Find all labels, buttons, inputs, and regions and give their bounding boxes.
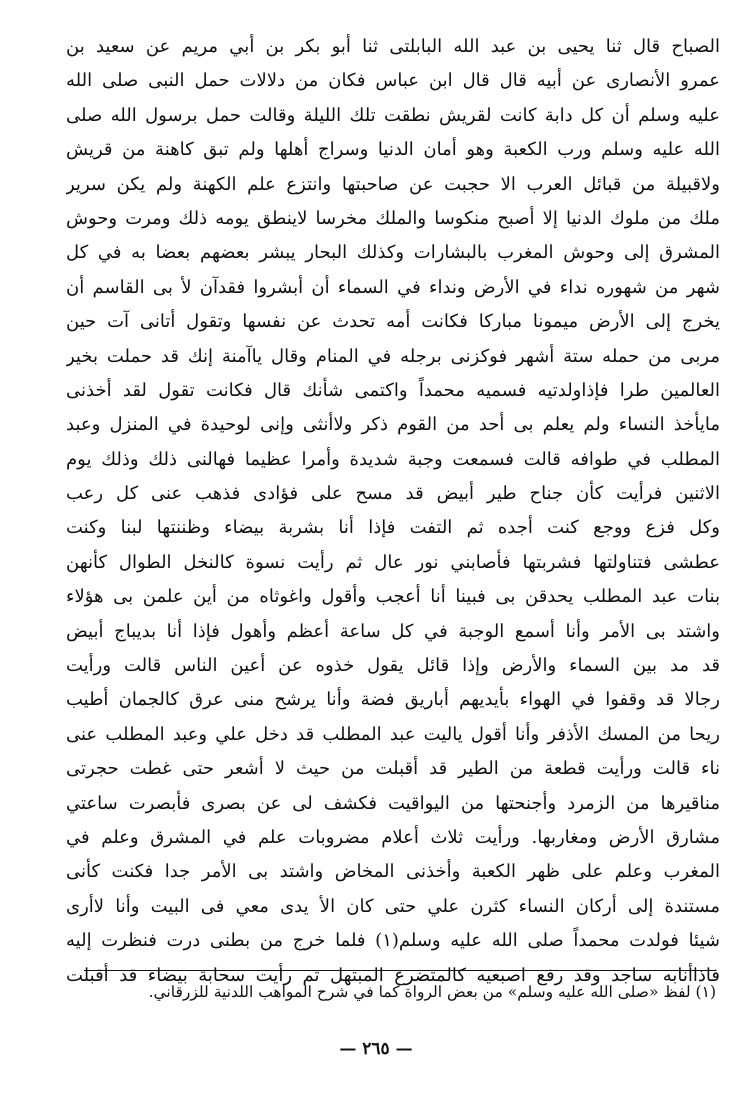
text-line: الاثنين فرأيت كأن جناح طير أبيض قد مسح على فؤادى فذهب عنى كل رعب [66,483,720,505]
text-line: المشرق إلى وحوش المغرب بالبشارات وكذلك البحار يبشر بعضهم بعضا به في كل [66,242,720,264]
text-line: ملك من ملوك الدنيا إلا أصبح منكوسا والملك مخرسا لاينطق يومه ذلك ومرت وحوش [66,207,720,229]
text-line: شهر من شهوره نداء في الأرض ونداء في السماء أن أبشروا فقدآن لأ بى القاسم أن [66,276,720,298]
text-line: الله عليه وسلم ورب الكعبة وهو أمان الدنيا وسراج أهلها ولم تبق كاهنة من قريش [66,139,720,161]
text-line: المغرب وعلم على ظهر الكعبة وأخذنى المخاض واشتد بى الأمر جدا فكنت كأنى [66,861,720,883]
text-line: شيئا فولدت محمداً صلى الله عليه وسلم(١) فلما خرج من بطنى درت فنظرت إليه [66,930,720,952]
text-line: ريحا من المسك الأذفر وأنا أقول ياليت عبد المطلب قد دخل علي وعبد المطلب عنى [66,723,720,745]
text-line: الصباح قال ثنا يحيى بن عبد الله البابلتى ثنا أبو بكر بن أبي مريم عن سعيد بن [66,36,720,57]
text-line: المطلب في طوافه قالت فسمعت وجبة شديدة وأمرا عظيما فهالنى ذلك وذلك يوم [66,448,720,470]
text-line: عمرو الأنصارى عن أبيه قال قال ابن عباس فكان من دلالات حمل النبى صلى الله [66,70,720,92]
text-line: مايأخذ النساء ولم يعلم بى أحد من القوم ذكر ولاأنثى وإنى لوحيدة في المنزل وعبد [66,414,720,436]
text-line: مربى من حمله ستة أشهر فوكزنى برجله في المنام وقال ياآمنة إنك قد حملت بخير [66,345,720,367]
text-line: فاذاأنابه ساجد وقد رفع اصبعيه كالمتضرع المبتهل ثم رأيت سحابة بيضاء قد أقبلت [66,964,720,986]
text-line: واشتد بى الأمر وأنا أسمع الوجبة في كل ساعة أعظم وأهول فإذا أنا بديباج أبيض [66,620,720,642]
text-line: قد مد بين السماء والأرض وإذا قائل يقول خذوه عن أعين الناس قالت ورأيت [66,655,720,677]
text-line: مناقيرها من الزمرد وأجنحتها من اليواقيت فكشف لى عن بصرى فأبصرت ساعتي [66,792,720,814]
text-line: مستندة إلى أركان النساء كثرن علي حتى كان الأ يدى معي فى البيت وأنا لاأرى [66,895,720,917]
text-line: العالمين طرا فإذاولدتيه فسميه محمداً واكتمى شأنك قال فكانت تقول لقد أخذنى [66,379,720,401]
text-line: وكل فزع ووجع كنت أجده ثم التفت فإذا أنا بشربة بيضاء وظننتها لبنا وكنت [66,517,720,539]
text-line: يخرج إلى الأرض ميمونا مباركا فكانت أمه تحدث عن نفسها وتقول أتانى آت حين [66,311,720,333]
footnote: (١) لفظ «صلى الله عليه وسلم» من بعض الرواة كما في شرح المواهب اللدنية للزرقاني. [148,983,716,1001]
text-line: عطشى فتناولتها فشربتها فأصابني نور عال ثم رأيت نسوة كالنخل الطوال كأنهن [66,551,720,573]
text-line: عليه وسلم أن كل دابة كانت لقريش نطقت تلك الليلة وقالت حمل برسول الله صلى [66,104,720,126]
page-number: — ٢٦٥ — [339,1039,413,1059]
text-line: ولاقبيلة من قبائل العرب الا حجبت عن صاحبتها وانتزع علم الكهنة ولم يكن سرير [66,173,720,195]
text-line: بنات عبد المطلب يحدقن بى فبينا أنا أعجب وأقول واغوثاه من أين علمن بى هؤلاء [66,586,720,608]
body-text [66,30,720,993]
text-line: رجالا قد وقفوا في الهواء بأيديهم أباريق فضة وأنا يرشح منى عرق كالجمان أطيب [66,689,720,711]
footnote-divider [84,970,716,971]
text-line: مشارق الأرض ومغاربها. ورأيت ثلاث أعلام مضروبات علم في المشرق وعلم في [66,826,720,848]
text-line: ناء قالت ورأيت قطعة من الطير قد أقبلت من حيث لا أشعر حتى غطت حجرتى [66,758,720,780]
